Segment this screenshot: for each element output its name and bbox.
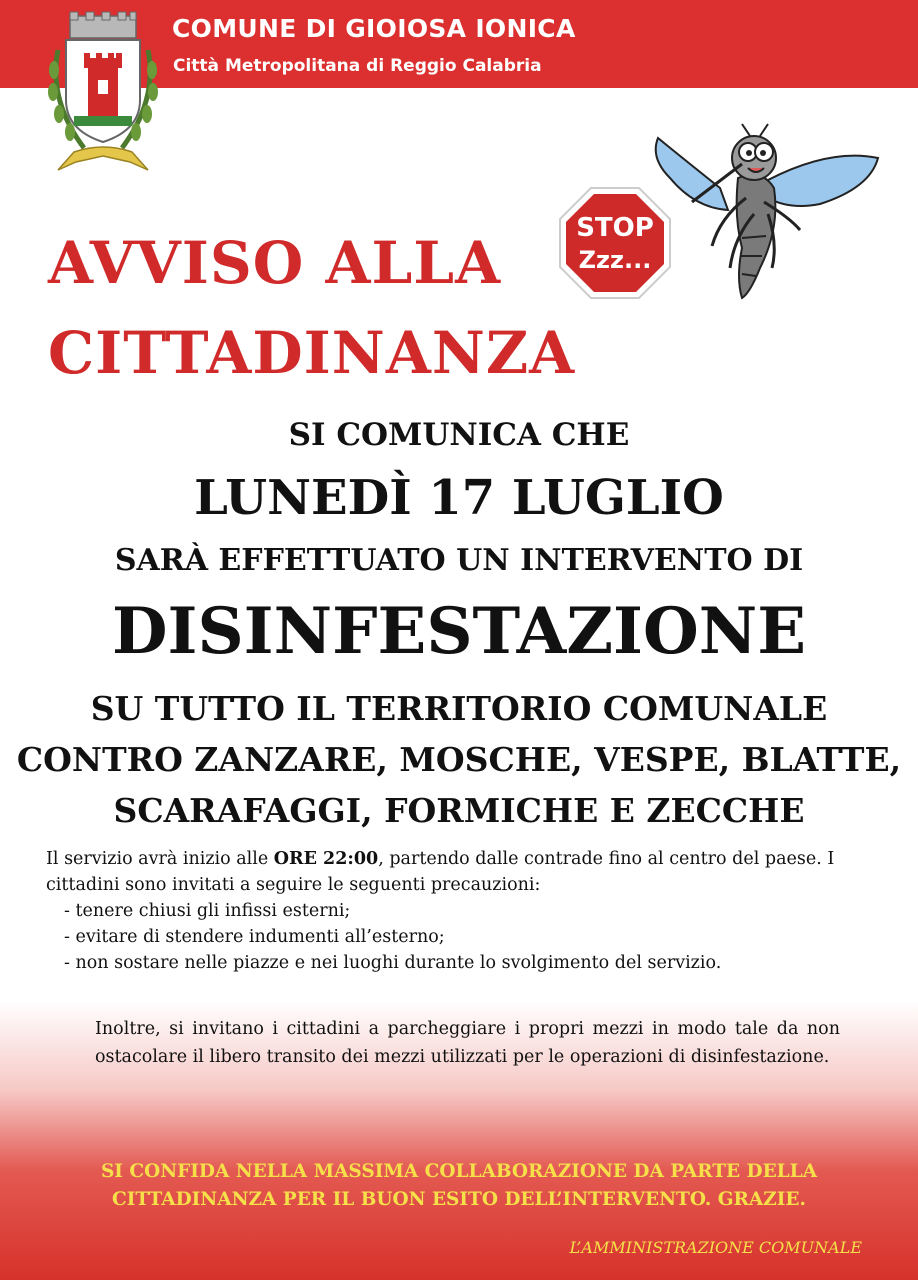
stop-sign-zzz: Zzz... — [578, 246, 652, 274]
stop-sign-text: STOP — [576, 213, 654, 243]
list-item: - evitare di stendere indumenti all’esterno; — [64, 927, 445, 947]
scope-line-3: SCARAFAGGI, FORMICHE E ZECCHE — [113, 791, 805, 830]
notice-heading-line2: CITTADINANZA — [48, 319, 576, 387]
mosquito-cartoon-icon — [650, 118, 886, 310]
details-intro-after: , partendo dalle contrade fino al centro del paese. I cittadini sono invitati a seguire le seguenti precauzioni: — [46, 849, 835, 895]
administration-signature: L’AMMINISTRAZIONE COMUNALE — [569, 1238, 862, 1257]
municipality-subtitle: Città Metropolitana di Reggio Calabria — [173, 56, 542, 76]
notice-heading-line1: AVVISO ALLA — [48, 229, 502, 297]
details-time: ORE 22:00 — [273, 849, 379, 869]
closing-message — [0, 1158, 918, 1214]
scope-line-1: SU TUTTO IL TERRITORIO COMUNALE — [90, 689, 828, 728]
municipal-crest-icon — [44, 10, 162, 175]
announcement-date: LUNEDÌ 17 LUGLIO — [194, 470, 724, 526]
announcement-intro: SI COMUNICA CHE — [288, 417, 630, 453]
precautions-list — [46, 898, 876, 976]
scope-line-2: CONTRO ZANZARE, MOSCHE, VESPE, BLATTE, — [16, 740, 902, 779]
announcement-keyword: DISINFESTAZIONE — [112, 594, 806, 669]
list-item: - tenere chiusi gli infissi esterni; — [64, 901, 351, 921]
details-intro-before: Il servizio avrà inizio alle — [46, 849, 274, 869]
notice-heading — [48, 218, 575, 398]
closing-line-2: CITTADINANZA PER IL BUON ESITO DELL’INTERVENTO. GRAZIE. — [112, 1189, 806, 1210]
municipality-title: COMUNE DI GIOIOSA IONICA — [172, 14, 576, 43]
announcement-scope — [0, 683, 918, 836]
parking-note: Inoltre, si invitano i cittadini a parcheggiare i propri mezzi in modo tale da non ostacolare il libero transito dei mezzi utilizzati per le operazioni di disinfestazione. — [95, 1019, 840, 1067]
closing-line-1: SI CONFIDA NELLA MASSIMA COLLABORAZIONE DA PARTE DELLA — [100, 1161, 818, 1182]
service-details — [46, 846, 876, 976]
list-item: - non sostare nelle piazze e nei luoghi durante lo svolgimento del servizio. — [64, 953, 722, 973]
announcement-line3: SARÀ EFFETTUATO UN INTERVENTO DI — [114, 543, 804, 578]
